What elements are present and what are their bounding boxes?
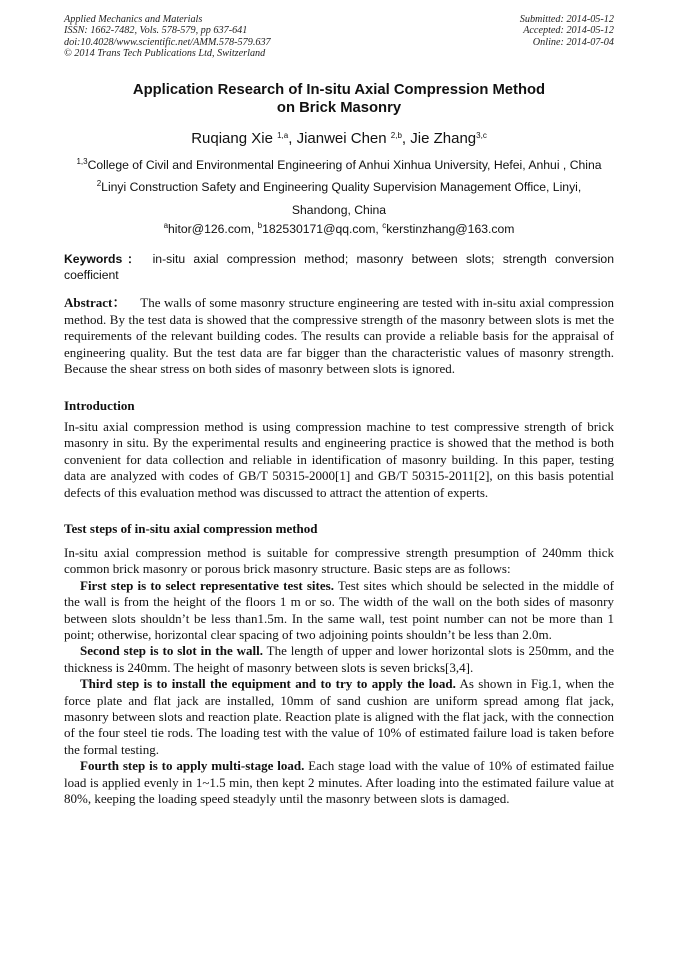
author-sup: 3,c	[476, 131, 487, 140]
journal-info	[64, 14, 271, 60]
title-line-2: on Brick Masonry	[276, 100, 402, 116]
step-lead: Third step is to install the equipment and to try to apply the load.	[80, 676, 456, 692]
step-lead: First step is to select representative test sites.	[80, 577, 334, 593]
affiliation-sup: 1,3	[76, 157, 88, 166]
test-steps-body	[64, 545, 614, 808]
step-paragraph	[64, 578, 614, 644]
email-sup: c	[382, 221, 387, 230]
keywords-label: Keywords：	[64, 252, 145, 266]
doi-line: doi:10.4028/www.scientific.net/AMM.578-579.637	[64, 36, 271, 48]
email-list: $^a$hitor@126.com, $^b$182530171@qq.com, $^c$kerstinzhang@163.com	[163, 221, 515, 236]
step-paragraph	[64, 676, 614, 758]
author-sup: 1,a	[277, 131, 289, 140]
accepted-date: Accepted: 2014-05-12	[523, 25, 614, 37]
paper-title	[64, 81, 614, 117]
affiliation-text: College of Civil and Environmental Engineering of Anhui Xinhua University, Hefei, Anhui , China	[87, 158, 602, 172]
abstract-text: The walls of some masonry structure engineering are tested with in-situ axial compression method. By the test data is showed that the compressive strength of the masonry between slots is met the requirements of the relevant building codes. The results can provide a reliable basis for the appraisal of engineering quality. But the test data are far bigger than the characteristic values of masonry strength. Because the shear stress on both sides of masonry between slots is ignored.	[64, 295, 614, 376]
step-text: The length of upper and lower horizontal slots is 250mm, and the thickness is 240mm. The height of masonry between slots is seven bricks[3,4].	[64, 643, 614, 675]
affiliation-sup: 2	[96, 179, 102, 188]
test-steps-intro: In-situ axial compression method is suitable for compressive strength presumption of 240mm thick common brick masonry or porous brick masonry structure. Basic steps are as follows:	[64, 545, 614, 577]
test-steps-heading: Test steps of in-situ axial compression method	[64, 521, 318, 536]
email-address: kerstinzhang@163.com	[386, 222, 515, 236]
author-name: Ruqiang Xie	[191, 130, 273, 147]
affiliation-2-cont: Shandong, China	[291, 203, 387, 217]
abstract-label: Abstract：	[64, 295, 126, 310]
step-paragraph	[64, 758, 614, 807]
journal-name: Applied Mechanics and Materials	[64, 14, 203, 25]
step-paragraph	[64, 643, 614, 676]
publication-dates	[520, 14, 614, 48]
introduction-heading: Introduction	[64, 398, 135, 413]
step-lead: Second step is to slot in the wall.	[80, 643, 263, 659]
issn-line: ISSN: 1662-7482, Vols. 578-579, pp 637-641	[64, 25, 248, 37]
title-line-1: Application Research of In-situ Axial Compression Method	[132, 82, 546, 98]
email-sup: a	[163, 221, 169, 230]
author-name: Jie Zhang	[410, 130, 477, 147]
step-lead: Fourth step is to apply multi-stage load.	[80, 758, 305, 774]
copyright-line: © 2014 Trans Tech Publications Ltd, Switzerland	[64, 48, 266, 60]
author-list: Ruqiang Xie $^{1,a}$, Jianwei Chen $^{2,b}$, Jie Zhang$^{3,c}$	[191, 130, 487, 147]
author-sup: 2,b	[390, 131, 402, 140]
online-date: Online: 2014-07-04	[532, 36, 614, 48]
abstract-block	[64, 295, 614, 378]
affiliation-text: Linyi Construction Safety and Engineering Quality Supervision Management Office, Linyi,	[101, 180, 582, 194]
affiliation-2	[58, 180, 620, 194]
submitted-date: Submitted: 2014-05-12	[519, 14, 614, 25]
introduction-text: In-situ axial compression method is using compression machine to test compressive strength of brick masonry in situ. By the experimental results and engineering practice is showed that the method is both convenient for data collection and reliable in identification of masonry building. In this paper, testing data are analyzed with codes of GB/T 50315-2000[1] and GB/T 50315-2011[2], on this basis potential defects of this evaluation method was discussed to attract the attention of experts.	[64, 419, 614, 500]
email-address: 182530171@qq.com	[262, 222, 376, 236]
affiliation-1	[58, 158, 620, 172]
keywords-block	[64, 251, 614, 283]
step-text: Each stage load with the value of 10% of estimated failue load is applied evenly in 1~1.5 min, then kept 2 minutes. After loading into the estimated failure value at 80%, keeping the loading speed steadyly until the masonry between slots is damaged.	[64, 758, 614, 807]
step-text: Test sites which should be selected in the middle of the wall is from the height of the floors 1 m or so. The width of the wall on the both sides of masonry between slots shouldn’t be less than1.5m. In the same wall, test point number can not be more than 1 point; otherwise, horizontal clear spacing of two adjoining points shouldn’t be less than 2.0m.	[64, 577, 614, 643]
email-address: hitor@126.com	[168, 222, 251, 236]
email-sup: b	[257, 221, 263, 230]
keywords-text: in-situ axial compression method; masonry between slots; strength conversion coefficient	[64, 252, 614, 282]
author-name: Jianwei Chen	[296, 130, 387, 147]
step-text: As shown in Fig.1, when the force plate and flat jack are installed, 10mm of sand cushion are uniform spread among flat jack, masonry between slots and reaction plate. Reaction plate is aligned with the flat jack, with the connection of the four steel tie rods. The loading test with the value of 10% of estimated failure load is taken before the formal testing.	[64, 676, 615, 757]
